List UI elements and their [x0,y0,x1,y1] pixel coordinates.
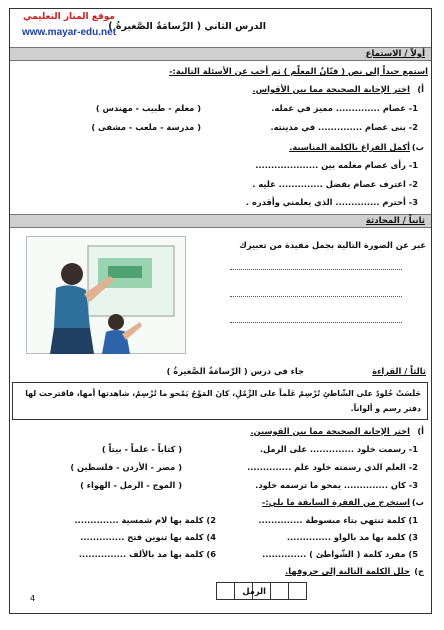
letter-box[interactable] [216,582,235,600]
logo-arabic-text: موقع المنار التعليمي [23,12,115,22]
reading-part-b-label: ب) [411,497,424,507]
listening-fill-2: 2- اعترف عصام بفضل .............. عليه . [252,179,418,189]
speaking-prompt: عبر عن الصورة التالية بجمل مفيدة من تعبيرك [239,240,426,250]
lesson-title: الدرس الثاني ( الرِّسامَةُ الصَّغيرةُ ) [108,21,266,32]
reading-question-3-options: ( الموج - الرمل - الهواء ) [80,480,182,490]
listening-question-1-options: ( معلم - طبيب - مهندس ) [95,103,201,113]
girl-painting-illustration [26,236,186,354]
section-band-speaking [10,214,431,228]
letter-box[interactable] [270,582,289,600]
reading-question-1-options: ( كتاباً - علماً - بيتاً ) [101,444,182,454]
reading-question-3: 3- كان .............. يمحو ما ترسمه خلود. [255,480,418,490]
reading-part-b-instruction: استخرج من الفقرة السابقة ما يلي:- [261,497,410,507]
reading-part-a-instruction: اختر الإجابة الصحيحة مما بين القوسين. [250,426,410,436]
extract-item-3: 3) كلمة بها مد بالواو .............. [286,532,418,542]
reading-question-1: 1- رسمت خلود .............. على الرمل. [259,444,418,454]
listening-part-b-instruction: أكمل الفراغ بالكلمة المناسبة. [289,142,410,152]
section-title-speaking: ثانياً / المحادثة [365,216,425,226]
answer-line-3[interactable] [230,322,402,323]
reading-part-c-label: ج) [414,566,424,576]
extract-item-5: 5) مفرد كلمة ( الشّواطئ ) .............. [262,549,418,559]
section-band-listening [10,47,431,61]
letter-box[interactable] [288,582,307,600]
listening-part-a-instruction: اختر الإجابة الصحيحة مما بين الأقواس. [252,84,410,94]
listening-fill-3: 3- أحترم .............. الذي يعلمني وأقدره . [245,197,418,207]
reading-part-c-instruction: حلل الكلمة التالية إلى حروفها. [285,566,410,576]
extract-item-1: 1) كلمة تنتهي بتاء مبسوطة .............. [258,515,418,525]
listening-question-2: 2- بنى عصام .............. في مدينته. [270,122,418,132]
listening-intro: استمع جيداً إلى نص ( فنّانٌ المعلّم ) ثم أجب عن الأسئلة التالية:- [169,66,428,76]
extract-item-4: 4) كلمة بها تنوين فتح .............. [80,532,216,542]
answer-line-1[interactable] [230,269,402,270]
listening-part-b-label: ب) [411,142,424,152]
listening-part-a-label: أ) [417,84,424,94]
reading-passage: جَلَسَتْ خُلودٌ على الشّاطئِ تُرْسِمُ عَلَماً على الرِّمْلِ، كانَ المَوْجُ يَمْحو ما تُرْسِمُ، شاهدتها أمها، فاقترحت لها دفتر رسم و ألواناً. [12,382,428,420]
listening-fill-1: 1- رأى عصام معلمه بين .................... [255,160,418,170]
page-number: 4 [30,593,36,603]
reading-intro: جاء في درس ( الرِّسامَةُ الصَّغيرةُ ) [166,366,304,376]
word-to-analyze: الرمل [242,586,266,596]
extract-item-6: 6) كلمة بها مد بالألف ............... [78,549,216,559]
reading-part-a-label: أ) [417,426,424,436]
reading-question-2-options: ( مصر - الأردن - فلسطين ) [70,462,182,472]
listening-question-2-options: ( مدرسة - ملعب - مشفى ) [91,122,201,132]
reading-question-2: 2- العلم الذي رسمته خلود علم .............. [247,462,418,472]
listening-question-1: 1- عصام .............. مميز في عمله. [271,103,418,113]
logo-url-text: www.mayar-edu.net [21,27,117,38]
answer-line-2[interactable] [230,296,402,297]
extract-item-2: 2) كلمة بها لام شمسية .............. [74,515,216,525]
section-title-listening: أولاً / الاستماع [365,49,425,59]
section-title-reading: ثالثاً / القراءة [372,366,426,376]
